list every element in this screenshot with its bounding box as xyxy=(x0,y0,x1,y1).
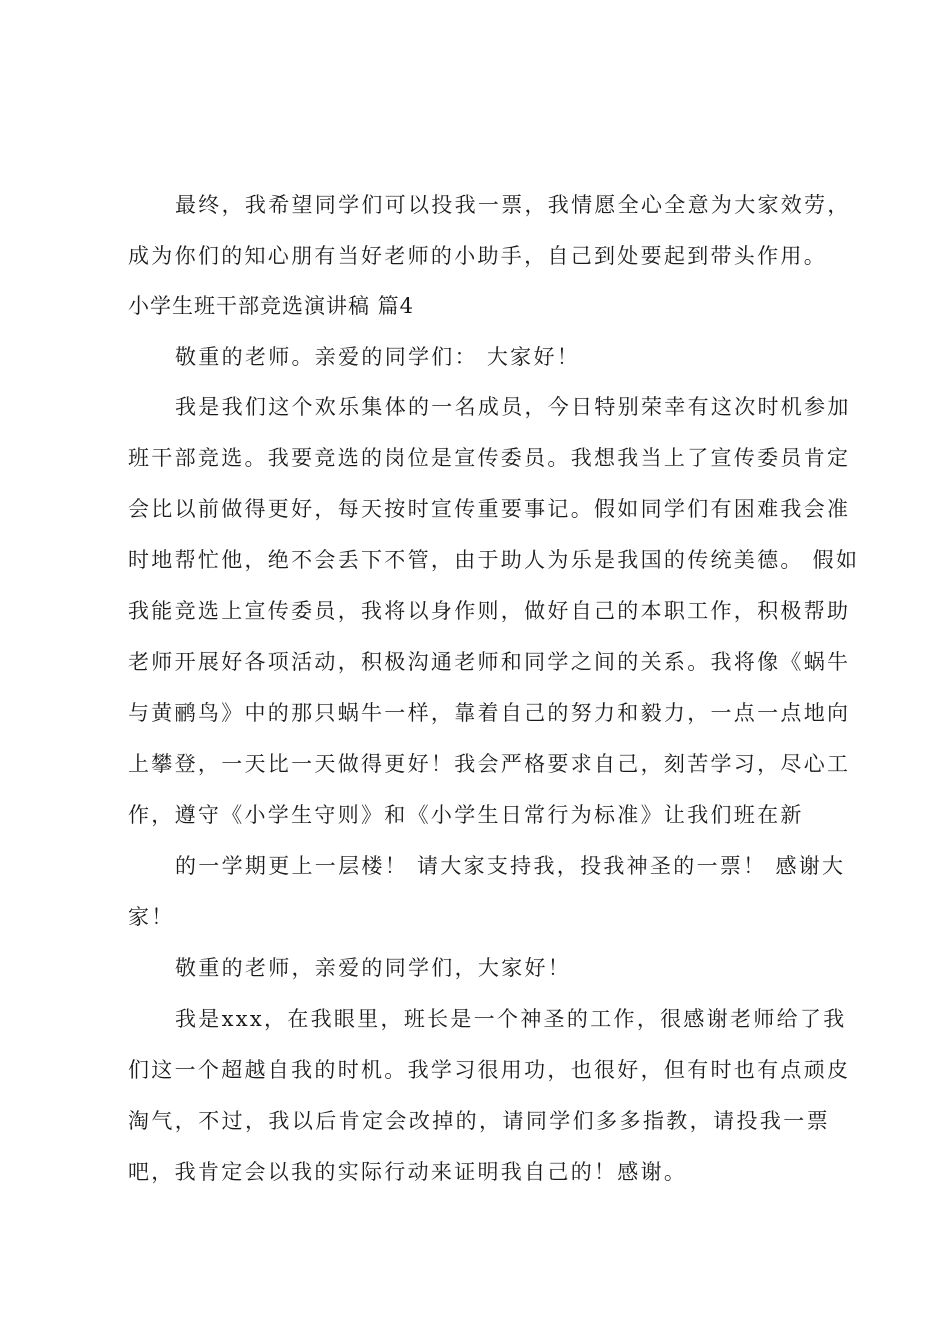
text-line: 们这一个超越自我的时机。我学习很用功，也很好，但有时也有点顽皮 xyxy=(128,1058,851,1082)
text-line: 的一学期更上一层楼！ 请大家支持我，投我神圣的一票！ 感谢大 xyxy=(175,854,846,878)
text-line: 我是我们这个欢乐集体的一名成员，今日特别荣幸有这次时机参加 xyxy=(175,395,851,419)
text-line: 作，遵守《小学生守则》和《小学生日常行为标准》让我们班在新 xyxy=(128,803,804,827)
text-line: 家！ xyxy=(128,905,175,929)
section-heading: 小学生班干部竞选演讲稿 篇4 xyxy=(128,294,415,318)
text-line: 老师开展好各项活动，积极沟通老师和同学之间的关系。我将像《蜗牛 xyxy=(128,650,851,674)
text-line: 敬重的老师，亲爱的同学们，大家好！ xyxy=(175,956,572,980)
text-line: 上攀登，一天比一天做得更好！我会严格要求自己，刻苦学习，尽心工 xyxy=(128,752,851,776)
text-line: 时地帮忙他，绝不会丢下不管，由于助人为乐是我国的传统美德。 假如 xyxy=(128,548,860,572)
text-line: 吧，我肯定会以我的实际行动来证明我自己的！感谢。 xyxy=(128,1160,688,1184)
text-line: 我是xxx，在我眼里，班长是一个神圣的工作，很感谢老师给了我 xyxy=(175,1007,847,1031)
text-line: 与黄鹂鸟》中的那只蜗牛一样，靠着自己的努力和毅力，一点一点地向 xyxy=(128,701,851,725)
text-line: 成为你们的知心朋有当好老师的小助手，自己到处要起到带头作用。 xyxy=(128,244,827,268)
text-line: 淘气，不过，我以后肯定会改掉的，请同学们多多指教，请投我一票 xyxy=(128,1109,830,1133)
text-line: 会比以前做得更好，每天按时宣传重要事记。假如同学们有困难我会准 xyxy=(128,497,851,521)
text-line: 班干部竞选。我要竞选的岗位是宣传委员。我想我当上了宣传委员肯定 xyxy=(128,446,851,470)
text-line: 敬重的老师。亲爱的同学们： 大家好！ xyxy=(175,345,581,369)
text-line: 最终，我希望同学们可以投我一票，我情愿全心全意为大家效劳， xyxy=(175,193,851,217)
text-line: 我能竞选上宣传委员，我将以身作则，做好自己的本职工作，积极帮助 xyxy=(128,599,851,623)
